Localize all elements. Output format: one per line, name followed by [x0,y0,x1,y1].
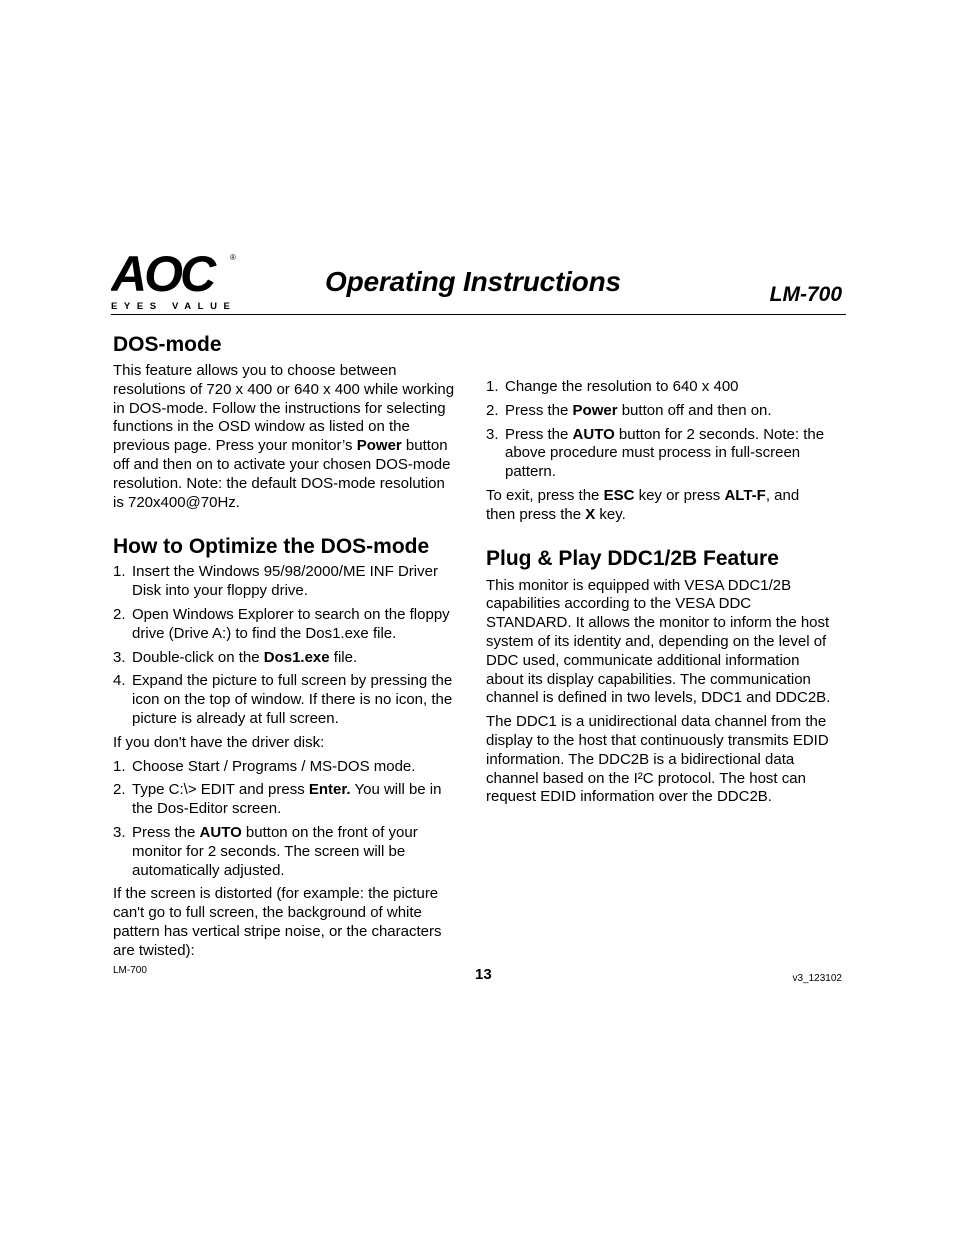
document-title: Operating Instructions [325,266,621,297]
list-item: 3. Press the AUTO button on the front of your monitor for 2 seconds. The screen will be automatically adjusted. [113,823,418,879]
plug-play-heading: Plug & Play DDC1/2B Feature [486,546,779,570]
optimize-steps [113,563,458,728]
list-item: 1. Change the resolution to 640 x 400 [486,378,739,395]
distorted-steps [486,378,831,482]
left-column [113,332,458,966]
list-item: 2. Open Windows Explorer to search on the floppy drive (Drive A:) to find the Dos1.exe file. [113,605,450,642]
list-item: 4. Expand the picture to full screen by pressing the icon on the top of window. If there is no icon, the picture is already at full screen. [113,672,453,727]
aoc-logo-graphic [111,250,241,312]
logo-tagline: EYES VALUE [111,301,237,312]
list-item: 1. Choose Start / Programs / MS-DOS mode. [113,757,416,775]
aoc-logo [111,250,241,312]
exit-instructions: To exit, press the ESC key or press ALT-F, and then press the X key. [486,486,800,523]
optimize-heading: How to Optimize the DOS-mode [113,535,430,559]
distorted-intro: If the screen is distorted (for example: the picture can't go to full screen, the background of white pattern has vertical stripe noise, or the characters are twisted): [113,885,442,959]
list-item: 2. Type C:\> EDIT and press Enter. You will be in the Dos-Editor screen. [113,781,442,818]
list-item: 3. Press the AUTO button for 2 seconds. Note: the above procedure must process in full-screen pattern. [486,425,825,481]
model-number: LM-700 [769,283,842,306]
no-disk-steps [113,758,458,881]
page-number: 13 [475,966,492,983]
dos-mode-paragraph: This feature allows you to choose between resolutions of 720 x 400 or 640 x 400 while working in DOS-mode. Follow the instructions for selecting functions in the OSD window as listed on the previous page. Press your monitor’s Power button off and then on to activate your chosen DOS-mode resolution. Note: the default DOS-mode resolution is 720x400@70Hz. [113,362,455,511]
footer-version: v3_123102 [792,973,842,984]
list-item: 1. Insert the Windows 95/98/2000/ME INF Driver Disk into your floppy drive. [113,563,438,600]
logo-text: AOC [111,250,214,302]
no-disk-intro: If you don't have the driver disk: [113,733,325,751]
dos-mode-heading: DOS-mode [113,333,222,356]
plug-play-paragraph-1: This monitor is equipped with VESA DDC1/2B capabilities according to the VESA DDC STANDARD. It allows the monitor to inform the host system of its identity and, depending on the level of DDC used, communicate additional information about its display capabilities. The communication channel is defined in two levels, DDC1 and DDC2B. [486,576,831,707]
footer-model: LM-700 [113,965,147,976]
spacer [486,332,831,378]
plug-play-paragraph-2: The DDC1 is a unidirectional data channel from the display to the host that continuously transmits EDID information. The DDC2B is a bidirectional data channel based on the I²C protocol. The host can request EDID information over the DDC2B. [486,713,829,806]
registered-mark: ® [230,253,236,262]
right-column [486,332,831,812]
list-item: 3. Double-click on the Dos1.exe file. [113,648,358,666]
list-item: 2. Press the Power button off and then on. [486,401,772,419]
header-rule [111,314,846,315]
